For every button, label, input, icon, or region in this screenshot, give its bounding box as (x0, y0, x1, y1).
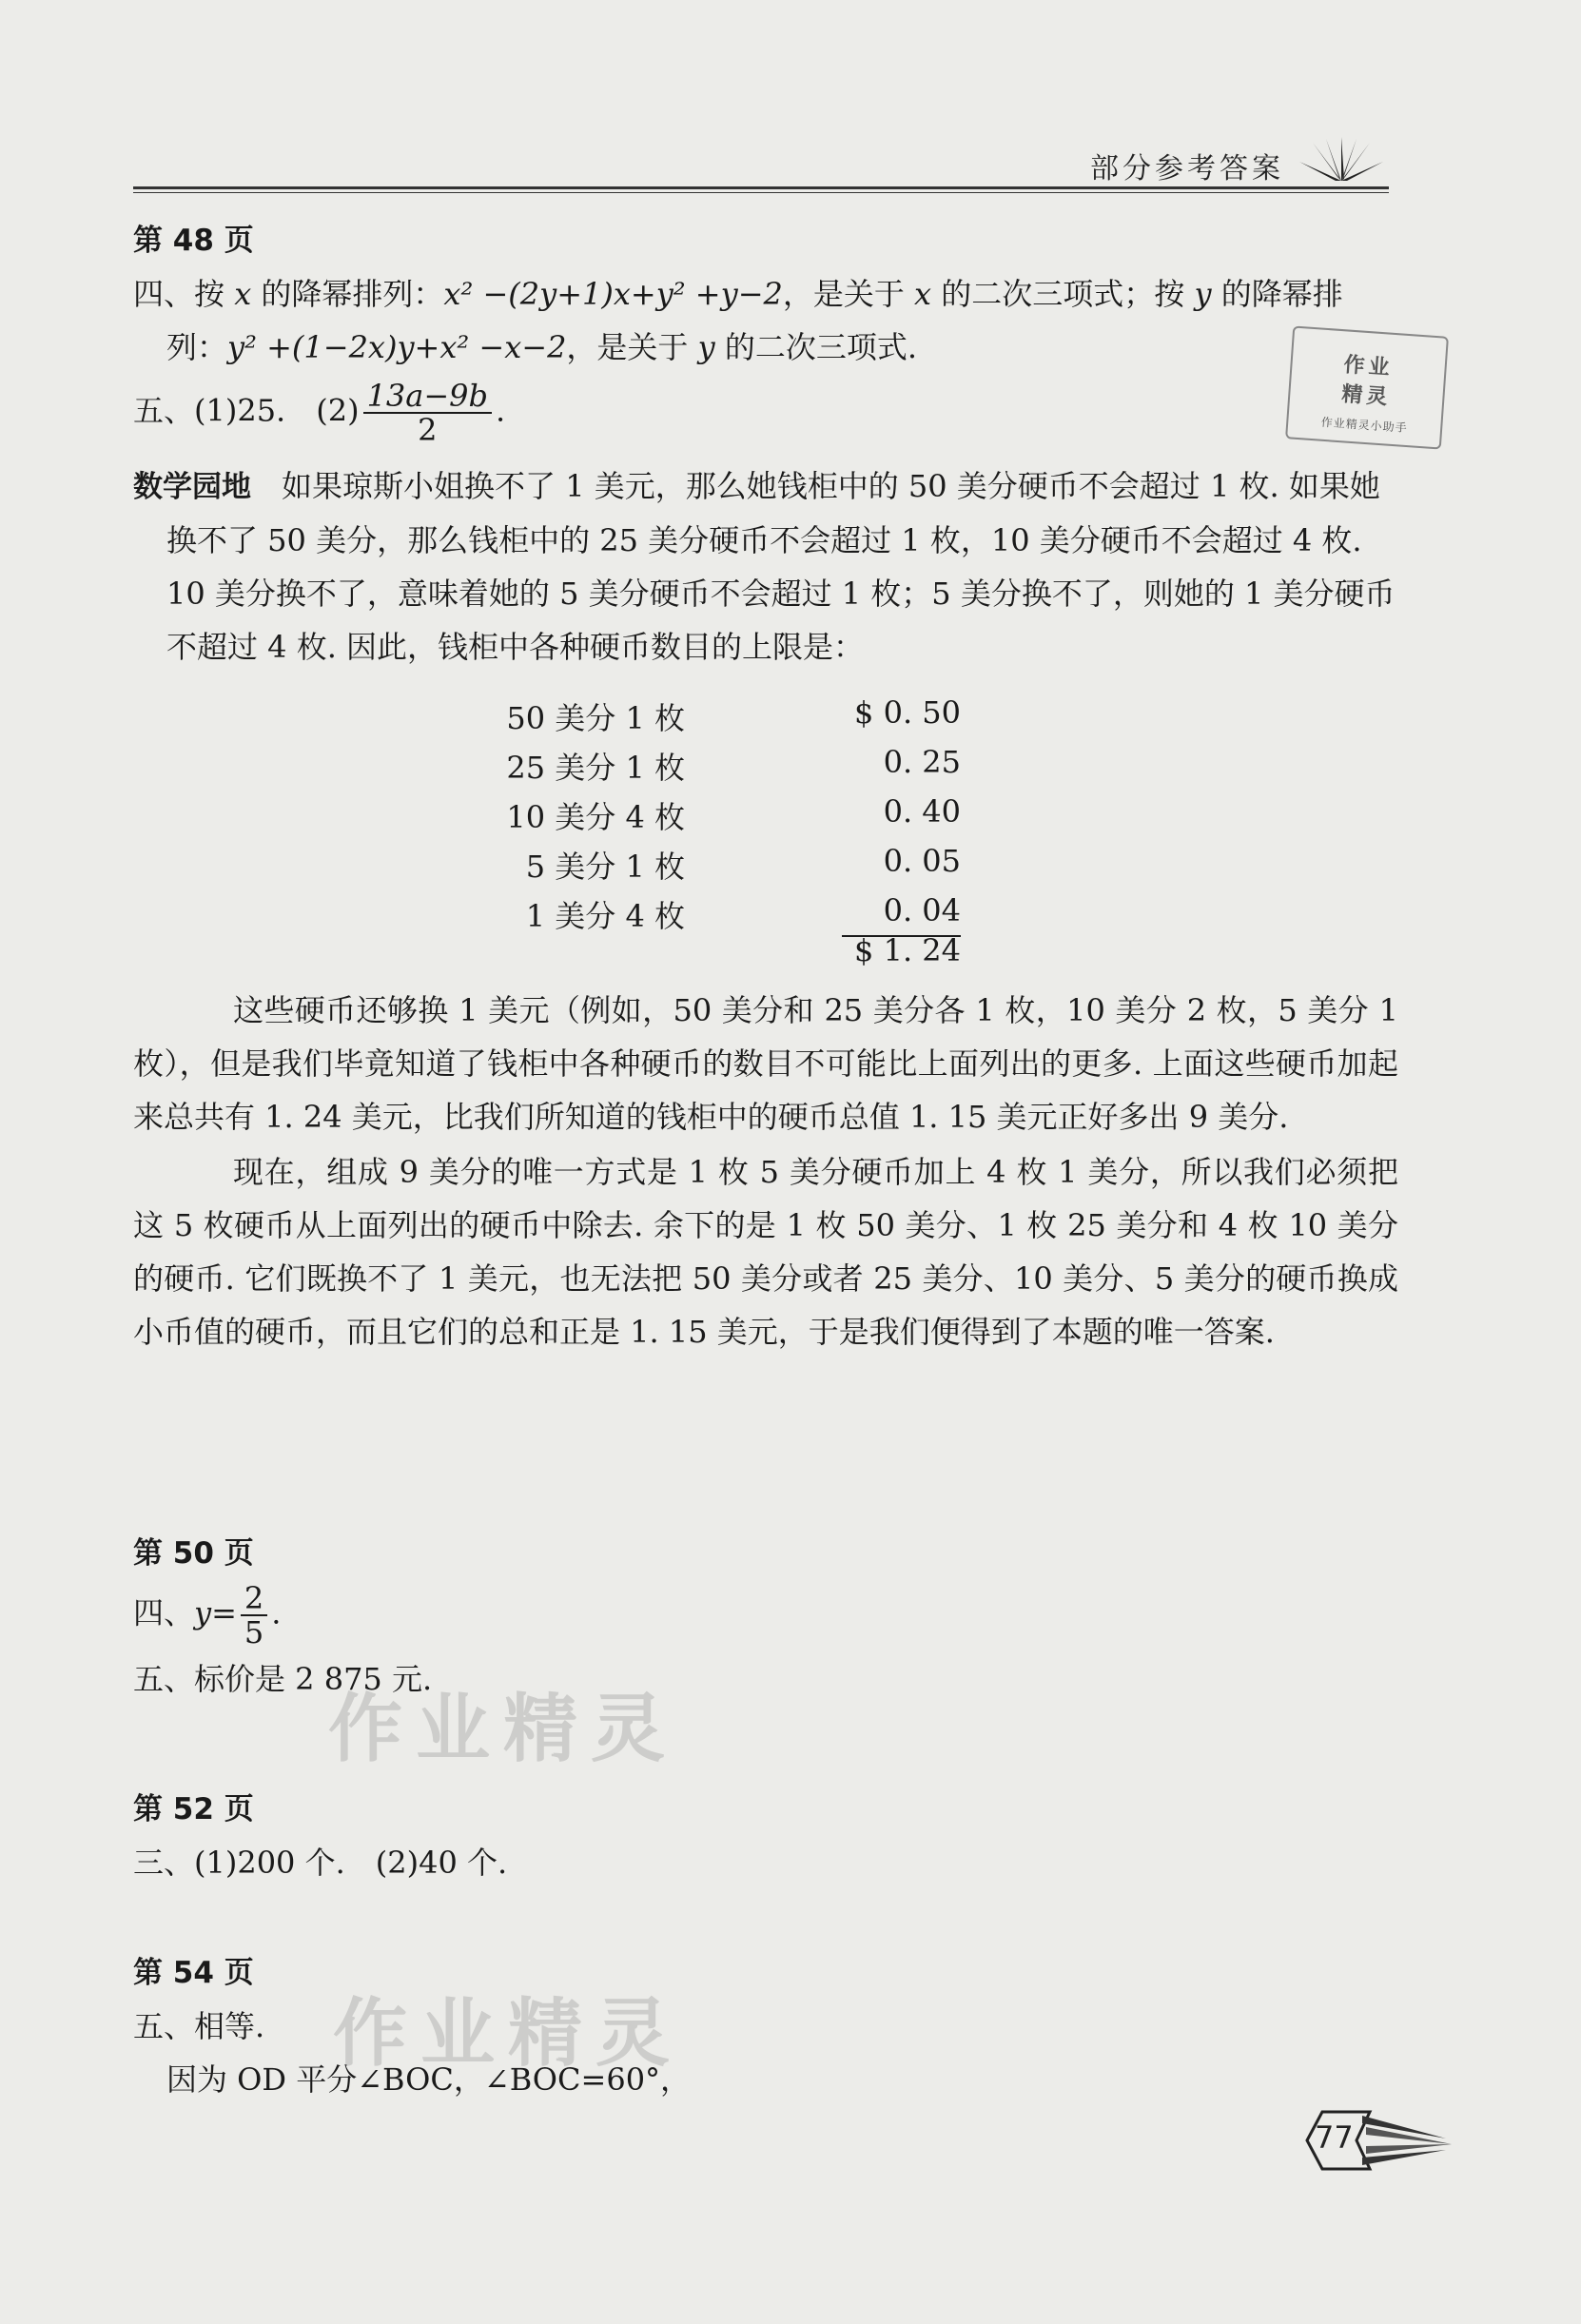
coin-row (485, 744, 961, 793)
coin-value: 0. 40 (883, 793, 961, 830)
text-segment: ，是关于 (566, 329, 698, 365)
header-title: 部分参考答案 (1090, 152, 1284, 186)
section-title: 第 50 页 (133, 1536, 254, 1571)
denominator: 2 (418, 412, 438, 448)
variable: y (1194, 276, 1212, 312)
paragraph: 现在，组成 9 美分的唯一方式是 1 枚 5 美分硬币加上 4 枚 1 美分，所以我们必须把这 5 枚硬币从上面列出的硬币中除去. 余下的是 1 枚 50 美分、1 枚 25 美分和 4 枚 10 美分的硬币. 它们既换不了 1 美元，也无法把 50 美分或者 25 美分、10 美分、5 美分的硬币换成小币值的硬币，而且它们的总和正是 1. 15 美元，于是我们便得到了本题的唯一答案. (133, 1154, 1398, 1350)
text-segment: 列： (166, 329, 228, 365)
answer-three: 三、(1)200 个. (2)40 个. (133, 1845, 508, 1881)
coin-label: 25 美分 1 枚 (506, 750, 685, 786)
text-segment: . (496, 392, 506, 429)
coin-label: 1 美分 4 枚 (525, 898, 685, 934)
coin-row (485, 694, 961, 744)
fraction (241, 1582, 267, 1649)
answer-four (133, 1582, 1398, 1649)
answer-five: 五、标价是 2 875 元. (133, 1661, 433, 1697)
variable: x (234, 276, 252, 312)
coin-table (485, 694, 961, 968)
coin-label: 50 美分 1 枚 (506, 700, 685, 736)
text-segment: = (211, 1594, 237, 1631)
paragraph: 这些硬币还够换 1 美元（例如，50 美分和 25 美分各 1 枚，10 美分 2 枚，5 美分 1 枚），但是我们毕竟知道了钱柜中各种硬币的数目不可能比上面列出的更多. 上面这些硬币加起来总共有 1. 24 美元，比我们所知道的钱柜中的硬币总值 1. 15 美元正好多出 9 美分. (133, 992, 1398, 1135)
section-title: 第 52 页 (133, 1792, 254, 1826)
coin-label: 10 美分 4 枚 (506, 799, 685, 835)
text-segment: 的二次三项式；按 (931, 276, 1195, 312)
section-page-50 (133, 1527, 1398, 1706)
section-page-54 (133, 1946, 1398, 2106)
answer-five (133, 380, 1398, 446)
garden-title: 数学园地 (133, 470, 251, 504)
text-segment: ，是关于 (782, 276, 915, 312)
leaf-icon (1294, 133, 1389, 186)
coin-row (485, 793, 961, 843)
text-segment: 的降幂排 (1211, 276, 1343, 312)
text-segment: . (271, 1594, 282, 1631)
explanation (133, 984, 1398, 1358)
section-page-48 (133, 214, 1398, 674)
watermark: 作业精灵 (333, 1991, 684, 2077)
header-rule-thin (133, 192, 1389, 193)
math-garden (133, 459, 1398, 674)
stamp-line1: 作业 (1342, 353, 1395, 381)
polynomial: y² +(1−2x)y+x² −x−2 (227, 329, 567, 365)
stamp-line2: 精灵 (1340, 382, 1393, 410)
text-segment: 的二次三项式. (714, 329, 918, 365)
page-header (133, 133, 1389, 190)
coin-row (485, 843, 961, 892)
answer-five: 五、相等. (133, 2008, 265, 2044)
header-rule (133, 186, 1389, 189)
text-segment: 五、(1)25. (2) (133, 392, 360, 429)
numerator: 2 (241, 1582, 267, 1616)
variable: y (194, 1594, 212, 1631)
reasoning: 因为 OD 平分∠BOC，∠BOC=60°， (166, 2061, 692, 2098)
section-page-52 (133, 1783, 1398, 1889)
text-segment: 四、按 (133, 276, 235, 312)
fraction (363, 380, 492, 446)
text-segment: 四、 (133, 1594, 195, 1631)
coin-value: 0. 05 (883, 843, 961, 879)
coin-value: 0. 25 (883, 744, 961, 780)
variable: x (914, 276, 932, 312)
stamp-line3: 作业精灵小助手 (1320, 415, 1409, 436)
answer-four (133, 267, 1398, 374)
coin-value: $ 0. 50 (854, 694, 961, 731)
coin-value: 0. 04 (883, 892, 961, 928)
denominator: 5 (244, 1614, 264, 1650)
text-segment: 的降幂排列： (251, 276, 444, 312)
section-title: 第 54 页 (133, 1956, 254, 1990)
section-title: 第 48 页 (133, 224, 254, 258)
watermark: 作业精灵 (328, 1687, 679, 1772)
coin-total: $ 1. 24 (854, 932, 961, 968)
numerator: 13a−9b (363, 380, 492, 414)
coin-label: 5 美分 1 枚 (525, 849, 685, 885)
page-number: 77 (1315, 2119, 1354, 2156)
polynomial: x² −(2y+1)x+y² +y−2 (443, 276, 783, 312)
garden-text: 如果琼斯小姐换不了 1 美元，那么她钱柜中的 50 美分硬币不会超过 1 枚. 如果她换不了 50 美分，那么钱柜中的 25 美分硬币不会超过 1 枚，10 美分硬币不会超过 4 枚. 10 美分换不了，意味着她的 5 美分硬币不会超过 1 枚；5 美分换不了，则她的 1 美分硬币不超过 4 枚. 因此，钱柜中各种硬币数目的上限是： (166, 468, 1396, 665)
variable: y (697, 329, 715, 365)
